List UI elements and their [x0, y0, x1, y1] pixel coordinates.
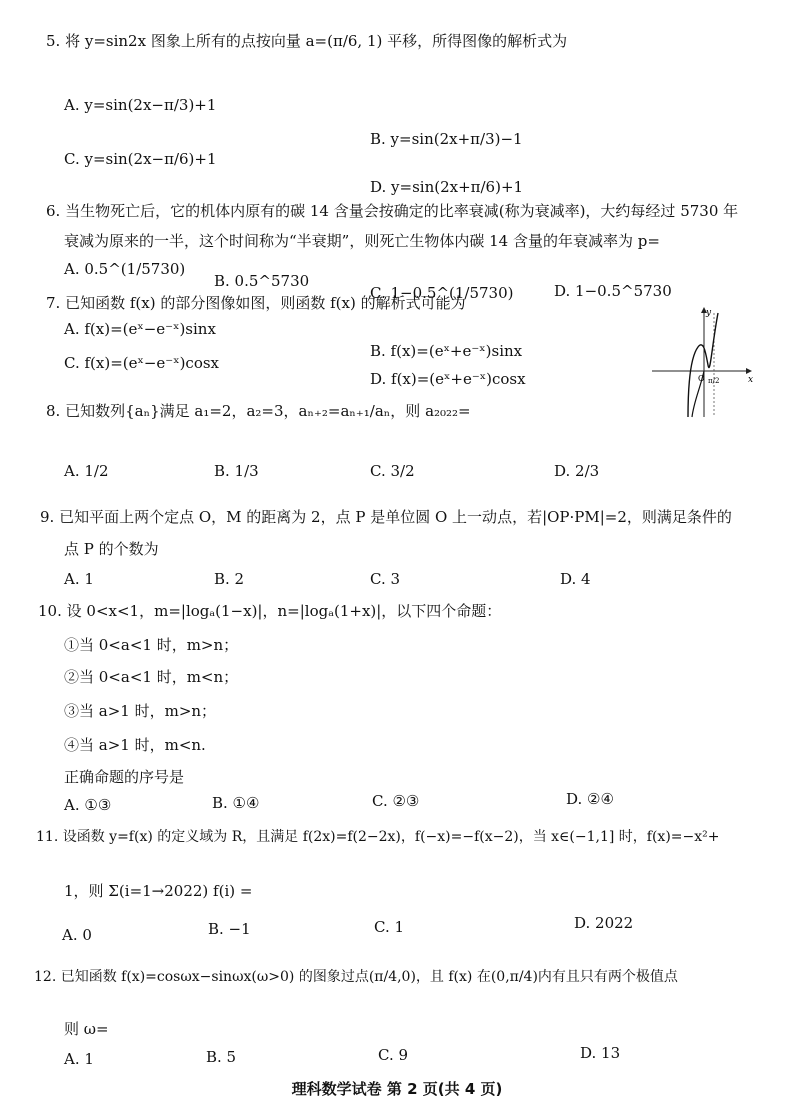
q5-option-d: D. y=sin(2x+π/6)+1: [370, 178, 524, 196]
q9-stem-line2: 点 P 的个数为: [64, 540, 159, 558]
y-label: y: [706, 308, 712, 318]
q6-option-d: D. 1−0.5^5730: [554, 282, 672, 300]
q10-option-c: C. ②③: [372, 792, 420, 810]
q10-option-b: B. ①④: [212, 794, 260, 812]
q6-option-a: A. 0.5^(1/5730): [64, 260, 186, 278]
q7-function-graph: [648, 305, 760, 423]
q5-option-c: C. y=sin(2x−π/6)+1: [64, 150, 217, 168]
q7-option-d: D. f(x)=(eˣ+e⁻ˣ)cosx: [370, 370, 526, 388]
q10-ask: 正确命题的序号是: [64, 768, 185, 786]
tick-label: π/2: [708, 377, 720, 385]
q12-option-d: D. 13: [580, 1044, 621, 1062]
q11-option-a: A. 0: [62, 926, 92, 944]
q10-prop-3: ③当 a>1 时，m>n；: [64, 702, 217, 720]
q11-option-b: B. −1: [208, 920, 251, 938]
q9-option-c: C. 3: [370, 570, 401, 588]
q12-option-a: A. 1: [64, 1050, 94, 1068]
x-axis-arrow: [746, 368, 752, 374]
q8-stem: 8. 已知数列{aₙ}满足 a₁=2，a₂=3，aₙ₊₂=aₙ₊₁/aₙ，则 a₂₀₂₂=: [46, 402, 471, 420]
q5-option-b: B. y=sin(2x+π/3)−1: [370, 130, 523, 148]
q7-option-b: B. f(x)=(eˣ+e⁻ˣ)sinx: [370, 342, 523, 360]
q10-option-d: D. ②④: [566, 790, 614, 808]
page-footer: 理科数学试卷 第 2 页(共 4 页): [291, 1080, 503, 1098]
q5-stem: 5. 将 y=sin2x 图象上所有的点按向量 a=(π/6, 1) 平移，所得图像的解析式为: [46, 32, 568, 50]
q6-option-c: C. 1−0.5^(1/5730): [370, 284, 514, 302]
q11-option-c: C. 1: [374, 918, 405, 936]
q7-option-a: A. f(x)=(eˣ−e⁻ˣ)sinx: [64, 320, 216, 338]
q8-option-b: B. 1/3: [214, 462, 259, 480]
q12-stem-line2: 则 ω=: [64, 1020, 109, 1038]
q6-stem-line2: 衰减为原来的一半，这个时间称为“半衰期”，则死亡生物体内碳 14 含量的年衰减率为 p=: [64, 232, 660, 250]
q12-stem-line1: 12. 已知函数 f(x)=cosωx−sinωx(ω>0) 的图象过点(π/4,0)，且 f(x) 在(0,π/4)内有且只有两个极值点: [34, 969, 678, 985]
q9-option-b: B. 2: [214, 570, 245, 588]
q12-option-c: C. 9: [378, 1046, 409, 1064]
q9-option-d: D. 4: [560, 570, 591, 588]
q7-stem: 7. 已知函数 f(x) 的部分图像如图，则函数 f(x) 的解析式可能为: [46, 294, 466, 312]
x-label: x: [748, 375, 754, 385]
q10-stem: 10. 设 0<x<1，m=|logₐ(1−x)|，n=|logₐ(1+x)|，以下四个命题：: [38, 602, 502, 620]
origin-label: O: [698, 374, 705, 383]
q6-option-b: B. 0.5^5730: [214, 272, 310, 290]
q8-option-a: A. 1/2: [64, 462, 109, 480]
q7-option-c: C. f(x)=(eˣ−e⁻ˣ)cosx: [64, 354, 220, 372]
q9-option-a: A. 1: [64, 570, 94, 588]
q8-option-d: D. 2/3: [554, 462, 600, 480]
q10-option-a: A. ①③: [64, 796, 112, 814]
q6-stem-line1: 6. 当生物死亡后，它的机体内原有的碳 14 含量会按确定的比率衰减(称为衰减率)，大约每经过 5730 年: [46, 202, 739, 220]
q11-option-d: D. 2022: [574, 914, 634, 932]
q12-option-b: B. 5: [206, 1048, 237, 1066]
q5-option-a: A. y=sin(2x−π/3)+1: [64, 96, 217, 114]
q8-option-c: C. 3/2: [370, 462, 415, 480]
q10-prop-2: ②当 0<a<1 时，m<n；: [64, 668, 239, 686]
q11-stem-line1: 11. 设函数 y=f(x) 的定义域为 R，且满足 f(2x)=f(2−2x)，f(−x)=−f(x−2)，当 x∈(−1,1] 时，f(x)=−x²+: [36, 829, 720, 845]
q10-prop-4: ④当 a>1 时，m<n.: [64, 736, 206, 754]
q11-stem-line2: 1，则 Σ(i=1→2022) f(i) =: [64, 882, 253, 900]
q9-stem-line1: 9. 已知平面上两个定点 O，M 的距离为 2，点 P 是单位圆 O 上一动点，若|OP·PM|=2，则满足条件的: [40, 508, 732, 526]
q10-prop-1: ①当 0<a<1 时，m>n；: [64, 636, 239, 654]
function-curve: [688, 313, 718, 417]
